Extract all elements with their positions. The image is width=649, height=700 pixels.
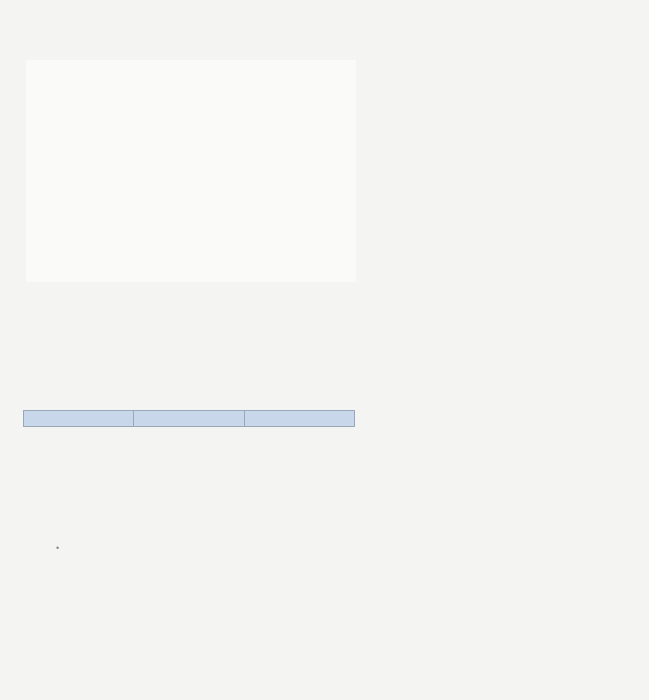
answer-table xyxy=(23,410,355,427)
amortization-schedule xyxy=(26,60,356,282)
answer-table-header xyxy=(24,411,355,427)
cursor-mark: • xyxy=(56,543,60,553)
